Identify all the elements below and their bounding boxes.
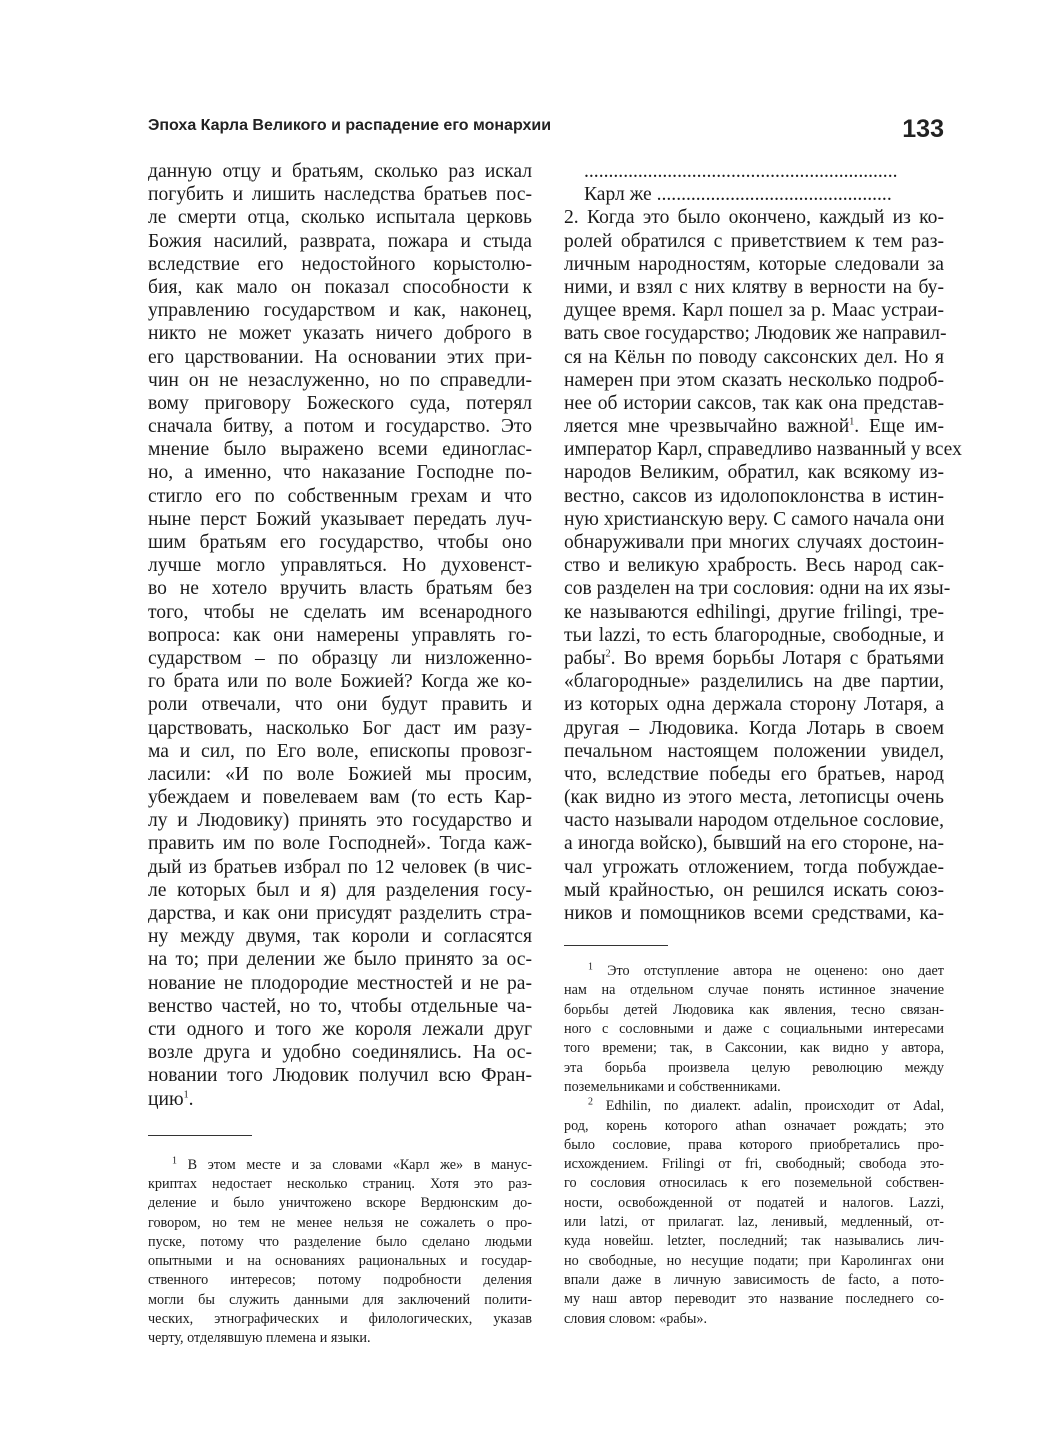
text-line: стигло его по собственным грехам и что (148, 485, 532, 507)
text-line: убеждаем и повелеваем вам (то есть Кар- (148, 787, 532, 809)
footnote-line: говором, но тем не менее нельзя не сожалеть о про- (148, 1214, 532, 1231)
text-line: другая – Людовика. Когда Лотарь в своем (564, 717, 944, 739)
text-line: венство частей, но то, чтобы отдельные ча- (148, 995, 532, 1017)
footnote-separator (148, 1135, 252, 1136)
text-line: роли отвечали, что они будут править и (148, 694, 532, 716)
footnote-mark: 1 (172, 1154, 177, 1166)
text-line: того, чтобы не сделать им всенародного (148, 601, 532, 623)
text-line: царствовать, насколько Бог даст им разу- (148, 717, 532, 739)
text-line: лучше могло управляться. Но духовенст- (148, 555, 532, 577)
footnote-line: ственного интересов; потому подробности деления (148, 1272, 532, 1289)
text-line: ников и помощников всеми средствами, ка- (564, 903, 944, 924)
text-line: новании того Людовик получил всю Фран- (148, 1065, 532, 1087)
footnote-text: Это отступление автора не оценено: оно дает (607, 963, 944, 980)
page-number: 133 (902, 115, 944, 143)
text-line: ну между двумя, так короли и согласятся (148, 926, 532, 948)
text-line (148, 1088, 532, 1111)
footnote-line: нам на отдельном случае понять истинное значение (564, 982, 944, 999)
text-line: ласили: «И по воле Божией мы просим, (148, 763, 532, 785)
footnote-line: куда новейш. letzter, последний; так назывались лич- (564, 1233, 944, 1250)
line-text: ляется мне чрезвычайно важной (564, 416, 850, 438)
footnote-line: род, корень которого athan означает рождать; это (564, 1117, 944, 1134)
footnote-line (148, 1156, 532, 1175)
text-line: вому приговору Божеского суда, потерял (148, 392, 532, 414)
text-line: народов Великим, обратил, как всякому из- (564, 462, 944, 484)
text-line: Божия насилий, разврата, пожара и стыда (148, 230, 532, 252)
text-line: а иногда войско), бывший на его стороне, на- (564, 833, 944, 855)
text-line: шим братьям его государство, чтобы оно (148, 532, 532, 553)
karl-line: Карл же ................................................ (584, 184, 892, 206)
text-line: его царствовании. На основании этих при- (148, 346, 532, 368)
text-line: ма и сил, по Его воле, епископы провозг- (148, 740, 532, 762)
left-column (148, 160, 532, 1349)
footnote-text: Edhilin, по диалект. adalin, происходит от Adal, (605, 1098, 944, 1115)
text-line: ке называются edhilingi, другие frilingi, тре- (564, 601, 944, 623)
footnote-2 (564, 1097, 944, 1329)
ellipsis-line: ................................................................ (584, 161, 898, 182)
text-line: вать свое государство; Людовик же направил- (564, 323, 947, 345)
text-line: дый из братьев избрал по 12 человек (в чис- (148, 856, 532, 878)
footnote-line: поземельниками и собственниками. (564, 1078, 781, 1095)
text-line: ныне перст Божий указывает передать луч- (148, 508, 532, 530)
text-line: мнение было выражено всеми единоглас- (148, 439, 532, 461)
footnote-line: исхождением. Frilingi от fri, свободный; свобода это- (564, 1156, 944, 1173)
text-line: данную отцу и братьям, сколько раз искал (148, 161, 532, 182)
text-line: погубить и лишить наследства братьев пос- (148, 184, 532, 206)
line-text: . Во время борьбы Лотаря с братьями (610, 647, 944, 669)
footnote-line: борьбы детей Людовика как явления, тесно связан- (564, 1001, 944, 1018)
text-line: во не хотело вручить власть братьям без (148, 578, 532, 600)
footnote-line: опытными и на основаниях рациональных и государ- (148, 1253, 532, 1270)
text-line: ство и великую храбрость. Весь народ сак- (564, 555, 944, 577)
text-line: чин он не незаслуженно, но по справедли- (148, 369, 532, 391)
text-line: нее об истории саксов, так как она представ- (564, 392, 944, 414)
text-line: возле друга и удобно соединялись. На ос- (148, 1042, 532, 1064)
footnote-line: му наш автор переводит это название последнего со- (564, 1291, 944, 1308)
footnote-line: или latzi, от прилагат. laz, ленивый, медленный, от- (564, 1214, 944, 1231)
footnote-line: впали даже в личную зависимость de facto, а пото- (564, 1271, 944, 1288)
text-line: вопроса: как они намерены управлять го- (148, 624, 532, 646)
right-body-text (564, 160, 962, 925)
footnote-line: ного с сословными и даже с социальными интересами (564, 1021, 944, 1038)
text-line: печальном настоящем положении увидел, (564, 740, 944, 762)
footnote-mark: 2 (588, 1096, 593, 1108)
text-line: править им по воле Господней». Тогда каж- (148, 833, 532, 855)
footnote-line (564, 1097, 944, 1116)
text-line: сти одного и того же короля лежали друг (148, 1018, 532, 1040)
text-line: управлению государством и как, наконец, (148, 300, 532, 322)
footnote-text: В этом месте и за словами «Карл же» в манус- (187, 1156, 532, 1173)
text-line: ную христианскую веру. С самого начала они (564, 508, 945, 530)
text-line: (как видно из этого места, летописцы очень (564, 787, 944, 809)
text-line: сов разделен на три сословия: одни на их язы- (564, 578, 951, 600)
text-line: ся на Кёльн по поводу саксонских дел. Но я (564, 346, 944, 368)
footnote-separator (564, 945, 668, 946)
text-line: из которых одна держала сторону Лотаря, а (564, 694, 944, 716)
text-line: чал угрожать отложением, тогда побуждае- (564, 856, 944, 878)
text-line: ролей обратился с приветствием к тем раз- (564, 230, 944, 252)
footnote-line: словия словом: «рабы». (564, 1310, 708, 1327)
running-head: Эпоха Карла Великого и распадение его монархии (148, 117, 552, 134)
text-line: тьи lazzi, то есть благородные, свободные, и (564, 624, 944, 646)
period: . (188, 1088, 194, 1110)
footnote-line: того времени; так, в Саксонии, как видно у автора, (564, 1040, 944, 1057)
text-line (564, 647, 944, 670)
footnote-line: черту, отделявшую племена и языки. (148, 1330, 371, 1347)
footnote-reference[interactable]: 2 (605, 648, 611, 660)
text-line: дарства, и как они присудят разделить стра- (148, 903, 532, 924)
text-line: «благородные» разделились на две партии, (564, 671, 944, 693)
footnote-mark: 1 (588, 961, 593, 973)
footnote-line: могли бы служить данными для заключений полити- (148, 1291, 532, 1308)
text-line: го брата или по воле Божией? Когда же ко- (148, 671, 532, 693)
text-line: обнаруживали при многих случаях достоин- (564, 532, 944, 553)
footnote-1 (148, 1156, 532, 1349)
text-line: но, а именно, что наказание Господне по- (148, 462, 532, 484)
footnote-reference[interactable]: 1 (183, 1088, 189, 1100)
text-line: намерен при этом сказать несколько подроб- (564, 369, 944, 391)
footnote-line: пуске, потому что разделение было сделано людьми (148, 1233, 532, 1250)
text-line: вестно, саксов из идолопоклонства в истин- (564, 485, 944, 507)
text-line: сначала битву, а потом и государство. Это (148, 416, 532, 438)
footnote-line: но свободные, но несущие подати; при Каролингах они (564, 1252, 944, 1269)
text-line: ними, и взял с них клятву в верности на бу- (564, 276, 944, 298)
text-line: на то; при делении же было принято за ос- (148, 949, 532, 971)
text-line: лу и Людовику) принять это государство и (148, 810, 532, 832)
text-line: что, вследствие победы его братьев, народ (564, 763, 944, 785)
text-line: личным народностям, которые следовали за (564, 253, 944, 275)
text-line: часто называли народом отдельное сословие, (564, 810, 944, 832)
text-line: император Карл, справедливо названный у всех (564, 439, 962, 461)
text-line: бия, как мало он показал способности к (148, 276, 532, 298)
line-text: рабы (564, 647, 606, 669)
text-line: нование не плодородие местностей и не ра- (148, 972, 532, 994)
footnote-line: эта борьба произвела целую революцию между (564, 1059, 944, 1076)
line-text: . Еще им- (854, 416, 944, 438)
text-line: вследствие его недостойного корыстолю- (148, 253, 532, 275)
footnote-line (564, 962, 944, 981)
text-line (564, 415, 944, 438)
text-line: никто не может указать ничего доброго в (148, 323, 532, 345)
line-text: цию (148, 1088, 184, 1110)
text-line: дущее время. Карл пошел за р. Маас устраи- (564, 300, 944, 322)
footnote-line: было сословие, права которого приобретались про- (564, 1136, 944, 1153)
footnote-line: деление и было уничтожено вскоре Вердюнским до- (148, 1195, 532, 1212)
text-line: мый крайностью, он решился искать союз- (564, 879, 944, 901)
footnote-line: криптах недостает несколько страниц. Хотя это раз- (148, 1175, 532, 1192)
footnote-line: ности, освобожденной от податей и налогов. Lazzi, (564, 1194, 944, 1211)
footnote-line: ческих, этнографических и филологических, указав (148, 1311, 532, 1328)
text-line: 2. Когда это было окончено, каждый из ко- (564, 207, 944, 229)
footnote-1 (564, 962, 944, 1097)
text-line: сударством – по образцу ли низложенно- (148, 647, 532, 669)
footnote-line: го сословия относилась к его поземельной собствен- (564, 1175, 944, 1192)
footnote-reference[interactable]: 1 (849, 416, 855, 428)
text-line: ле которых был и я) для разделения госу- (148, 879, 532, 901)
text-line: ле смерти отца, сколько испытала церковь (148, 207, 532, 229)
left-body-text (148, 160, 532, 1111)
right-column (564, 160, 962, 1329)
